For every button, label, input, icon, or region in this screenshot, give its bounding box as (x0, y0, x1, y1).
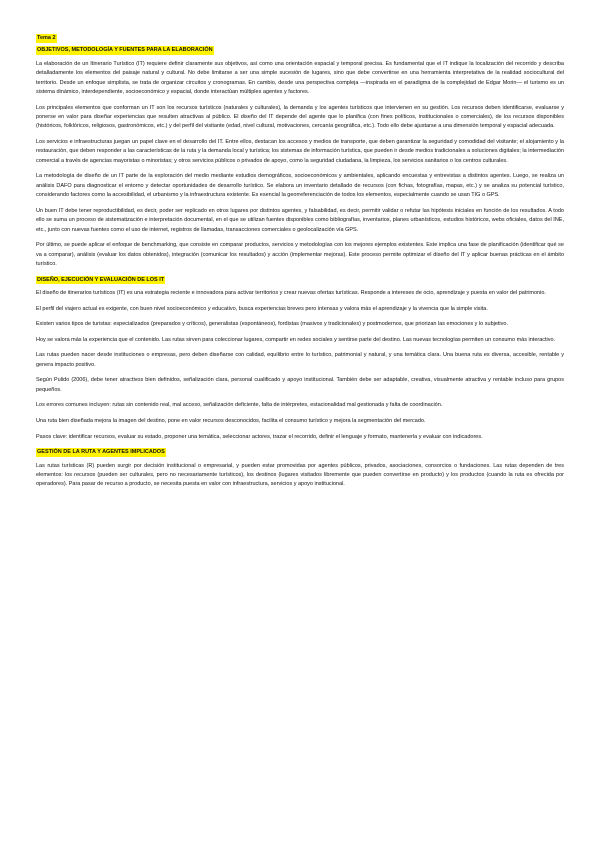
section-heading-gestion (36, 448, 564, 457)
paragraph: Un buen IT debe tener reproductibilidad, es decir, poder ser replicado en otros lugares por distintos agentes, y falsabilidad, es decir, permitir validar o refutar las hipótesis iniciales en función de los resultados. A todo ello se suma un proceso de sistematización e interpretación documental, en el que se utilizan fuentes disponibles como bibliografías, inventarios, planes urbanísticos, estudios históricos, webs oficiales, datos del INE, etc., junto con nuevas fuentes como el uso de internet, registros de llamadas, transacciones comerciales o geolocalización vía GPS. (36, 207, 564, 233)
paragraph: La metodología de diseño de un IT parte de la exploración del medio mediante estudios demográficos, socioeconómicos y ambientales, aplicando encuestas y entrevistas a distintos agentes. Luego, se realiza un análisis DAFO para diagnosticar el entorno y detectar oportunidades de desarrollo turístico. Se elabora un inventario detallado de recursos (con fichas, fotografías, mapas, etc.) y se analiza su potencial turístico, considerando factores como la accesibilidad, el urbanismo y la infraestructura existente. Es esencial la georreferenciación de todos los elementos, especialmente cuando se usan TIG o GPS. (36, 173, 564, 199)
paragraph: Los errores comunes incluyen: rutas sin contenido real, mal acceso, señalización deficiente, falta de intérpretes, estacionalidad mal gestionada y falta de coordinación. (36, 402, 443, 409)
topic-tag-label: Tema 2 (37, 35, 56, 41)
paragraph: El diseño de itinerarios turísticos (IT) es una estrategia reciente e innovadora para activar territorios y crear nuevas ofertas turísticas. Responde a intereses de ocio, aprendizaje y puesta en valor del patrimonio. (36, 290, 546, 297)
paragraph: Hoy se valora más la experiencia que el contenido. Las rutas sirven para coleccionar lugares, compartir en redes sociales y sentirse parte del destino. Las nuevas tecnologías permiten un consumo más interactivo. (36, 336, 556, 343)
topic-tag (36, 34, 564, 43)
paragraph: Pasos clave: identificar recursos, evaluar su estado, proponer una temática, seleccionar actores, trazar el recorrido, definir el lenguaje y formato, mantenerla y evaluar con indicadores. (36, 433, 483, 440)
paragraph: Una ruta bien diseñada mejora la imagen del destino, pone en valor recursos desconocidos, facilita el consumo turístico y mejora la segmentación del mercado. (36, 418, 426, 425)
paragraph: Los servicios e infraestructuras juegan un papel clave en el desarrollo del IT. Entre ellos, destacan los accesos y medios de transporte, que deben garantizar la seguridad y comodidad del visitante; el alojamiento y la restauración, que deben responder a las características de la ruta y la demanda local y turística; los sistemas de información turística, que pueden ir desde medios tradicionales a soluciones digitales; la intermediación comercial a través de agencias mayoristas o minoristas; y otros servicios públicos o privados de apoyo, como la seguridad ciudadana, la limpieza, los servicios sanitarios o los centros culturales. (36, 139, 564, 164)
section-heading-label: GESTIÓN DE LA RUTA Y AGENTES IMPLICADOS (37, 449, 165, 456)
paragraph: El perfil del viajero actual es exigente, con buen nivel socioeconómico y educativo, busca experiencias breves pero intensas y valora más el aprendizaje y la vivencia que la simple visita. (36, 305, 488, 312)
paragraph: Por último, se puede aplicar el enfoque de benchmarking, que consiste en comparar productos, servicios y metodologías con los mejores ejemplos existentes. Este implica una fase de planificación (identificar qué se va a comparar), análisis (evaluar los datos obtenidos), integración (comunicar los resultados) y acción (implementar mejoras). Este proceso permite optimizar el diseño del IT y aplicar buenas prácticas en el ámbito turístico. (36, 242, 564, 268)
paragraph: La elaboración de un Itinerario Turístico (IT) requiere definir claramente sus objetivos, así como una orientación espacial y temporal precisa. Es fundamental que el IT indique la localización del recorrido y describa detalladamente los elementos del paisaje natural y cultural. No debe limitarse a ser una simple sucesión de lugares, sino que debe convertirse en una herramienta interpretativa de la realidad sociocultural del territorio. Desde un enfoque simplista, se trata de organizar circuitos y cronogramas. En cambio, desde una perspectiva compleja —inspirada en el paradigma de la complejidad de Edgar Morin— el turismo es un sistema dinámico, interdependiente, socioeconómico y espacial, donde interactúan múltiples agentes y factores. (36, 60, 564, 96)
section-heading-objetivos (36, 46, 564, 55)
section-heading-label: DISEÑO, EJECUCIÓN Y EVALUACIÓN DE LOS IT (37, 276, 165, 283)
paragraph: Las rutas turísticas (R) pueden surgir por decisión institucional o empresarial, y pueden estar promovidas por agentes públicos, privados, asociaciones, consorcios o fundaciones. Las rutas dependen de tres elementos: los recursos (pueden ser culturales, pero no necesariamente turísticos), los destinos (lugares visitados libremente que pueden convertirse en producto) y los productos (cuando la ruta es ofrecida por operadores). Para pasar de recurso a producto, se necesita puesta en valor con infraestructura, servicios y apoyo institucional. (36, 462, 564, 488)
section-heading-label: OBJETIVOS, METODOLOGÍA Y FUENTES PARA LA ELABORACIÓN (37, 47, 213, 54)
paragraph: Los principales elementos que conforman un IT son los recursos turísticos (naturales y culturales), la demanda y los agentes turísticos que intervienen en su gestión. Los recursos deben identificarse, evaluarse y ponerse en valor para diseñar experiencias que resulten atractivas al público. El diseño del IT depende del agente que lo planifica (con fines políticos, institucionales o comerciales), de los recursos disponibles (históricos, folklóricos, religiosos, gastronómicos, etc.) y del perfil del visitante (edad, nivel cultural, motivaciones, cercanía geográfica, etc.). Todo ello debe ajustarse a una dimensión temporal y espacial adecuada. (36, 104, 564, 130)
section-heading-diseno (36, 276, 564, 285)
paragraph: Existen varios tipos de turistas: especializados (preparados y críticos), generalistas (espontáneos), fordistas (masivos y tradicionales) y postmodernos, que priorizan las emociones y lo subjetivo. (36, 321, 508, 328)
paragraph: Las rutas pueden nacer desde instituciones o empresas, pero deben diseñarse con calidad, equilibrio entre lo turístico, patrimonial y natural, y una temática clara. Una buena ruta es diversa, accesible, rentable y genera impacto positivo. (36, 352, 564, 368)
paragraph: Según Pulido (2006), debe tener atractivos bien definidos, señalización clara, personal cualificado y apoyo institucional. También debe ser adaptable, creativa, visualmente atractiva y rentable incluso para grupos pequeños. (36, 377, 564, 393)
